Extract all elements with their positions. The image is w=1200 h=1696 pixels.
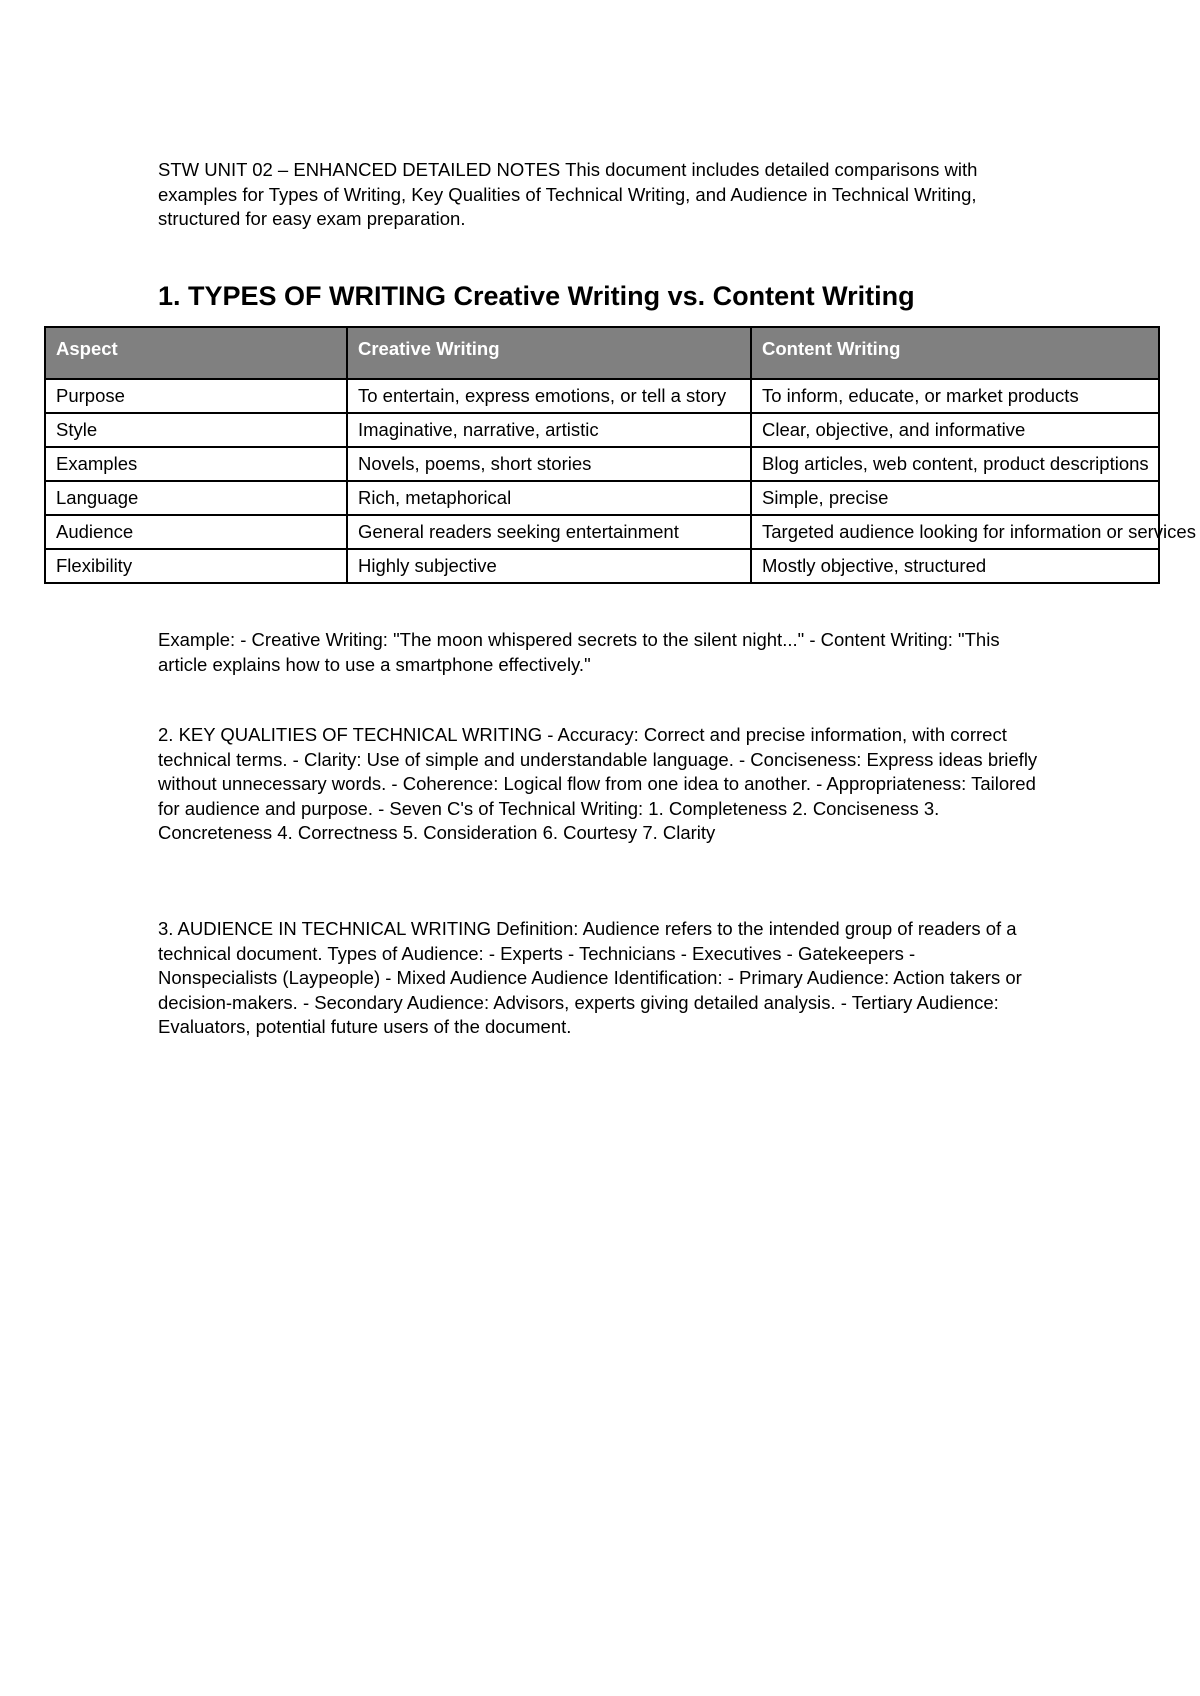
table-cell: Purpose — [45, 379, 347, 413]
header-creative-writing: Creative Writing — [347, 327, 751, 379]
table-cell: Mostly objective, structured — [751, 549, 1159, 583]
comparison-table — [44, 326, 1196, 584]
table-cell: Clear, objective, and informative — [751, 413, 1159, 447]
table-cell: Blog articles, web content, product descriptions — [751, 447, 1159, 481]
table-row — [45, 515, 1159, 549]
intro-paragraph: STW UNIT 02 – ENHANCED DETAILED NOTES This document includes detailed comparisons with examples for Types of Writing, Key Qualities of Technical Writing, and Audience in Technical Writing, structured for easy exam preparation. — [158, 159, 978, 229]
table-cell: To inform, educate, or market products — [751, 379, 1159, 413]
table-row — [45, 379, 1159, 413]
table-row — [45, 413, 1159, 447]
header-aspect: Aspect — [45, 327, 347, 379]
table-cell: General readers seeking entertainment — [347, 515, 751, 549]
audience-paragraph: 3. AUDIENCE IN TECHNICAL WRITING Definition: Audience refers to the intended group of readers of a technical document. Types of Audience: - Experts - Technicians - Executives - Gatekeepers - Nonspecialists (Laypeople) - Mixed Audience Audience Identification: - Primary Audience: Action takers or decision-makers. - Secondary Audience: Advisors, experts giving detailed analysis. - Tertiary Audience: Evaluators, potential future users of the document. — [158, 918, 1022, 1037]
example-paragraph: Example: - Creative Writing: "The moon whispered secrets to the silent night..." - Content Writing: "This article explains how to use a smartphone effectively." — [158, 629, 1000, 675]
table-row — [45, 549, 1159, 583]
table-cell: Simple, precise — [751, 481, 1159, 515]
table-cell: Novels, poems, short stories — [347, 447, 751, 481]
key-qualities-paragraph: 2. KEY QUALITIES OF TECHNICAL WRITING - Accuracy: Correct and precise information, with correct technical terms. - Clarity: Use of simple and understandable language. - Conciseness: Express ideas briefly without unnecessary words. - Coherence: Logical flow from one idea to another. - Appropriateness: Tailored for audience and purpose. - Seven C's of Technical Writing: 1. Completeness 2. Conciseness 3. Concreteness 4. Correctness 5. Consideration 6. Courtesy 7. Clarity — [158, 724, 1038, 843]
table-cell: Language — [45, 481, 347, 515]
section1-heading: 1. TYPES OF WRITING Creative Writing vs. Content Writing — [158, 281, 915, 311]
table-cell: Examples — [45, 447, 347, 481]
table-cell: To entertain, express emotions, or tell a story — [347, 379, 751, 413]
table-cell: Style — [45, 413, 347, 447]
table-row — [45, 447, 1159, 481]
table-cell: Targeted audience looking for information or services — [751, 515, 1159, 549]
header-content-writing: Content Writing — [751, 327, 1159, 379]
table-cell: Rich, metaphorical — [347, 481, 751, 515]
table-cell: Imaginative, narrative, artistic — [347, 413, 751, 447]
table-header-row — [45, 327, 1159, 379]
table-row — [45, 481, 1159, 515]
table-cell: Highly subjective — [347, 549, 751, 583]
table-cell: Audience — [45, 515, 347, 549]
table-cell: Flexibility — [45, 549, 347, 583]
